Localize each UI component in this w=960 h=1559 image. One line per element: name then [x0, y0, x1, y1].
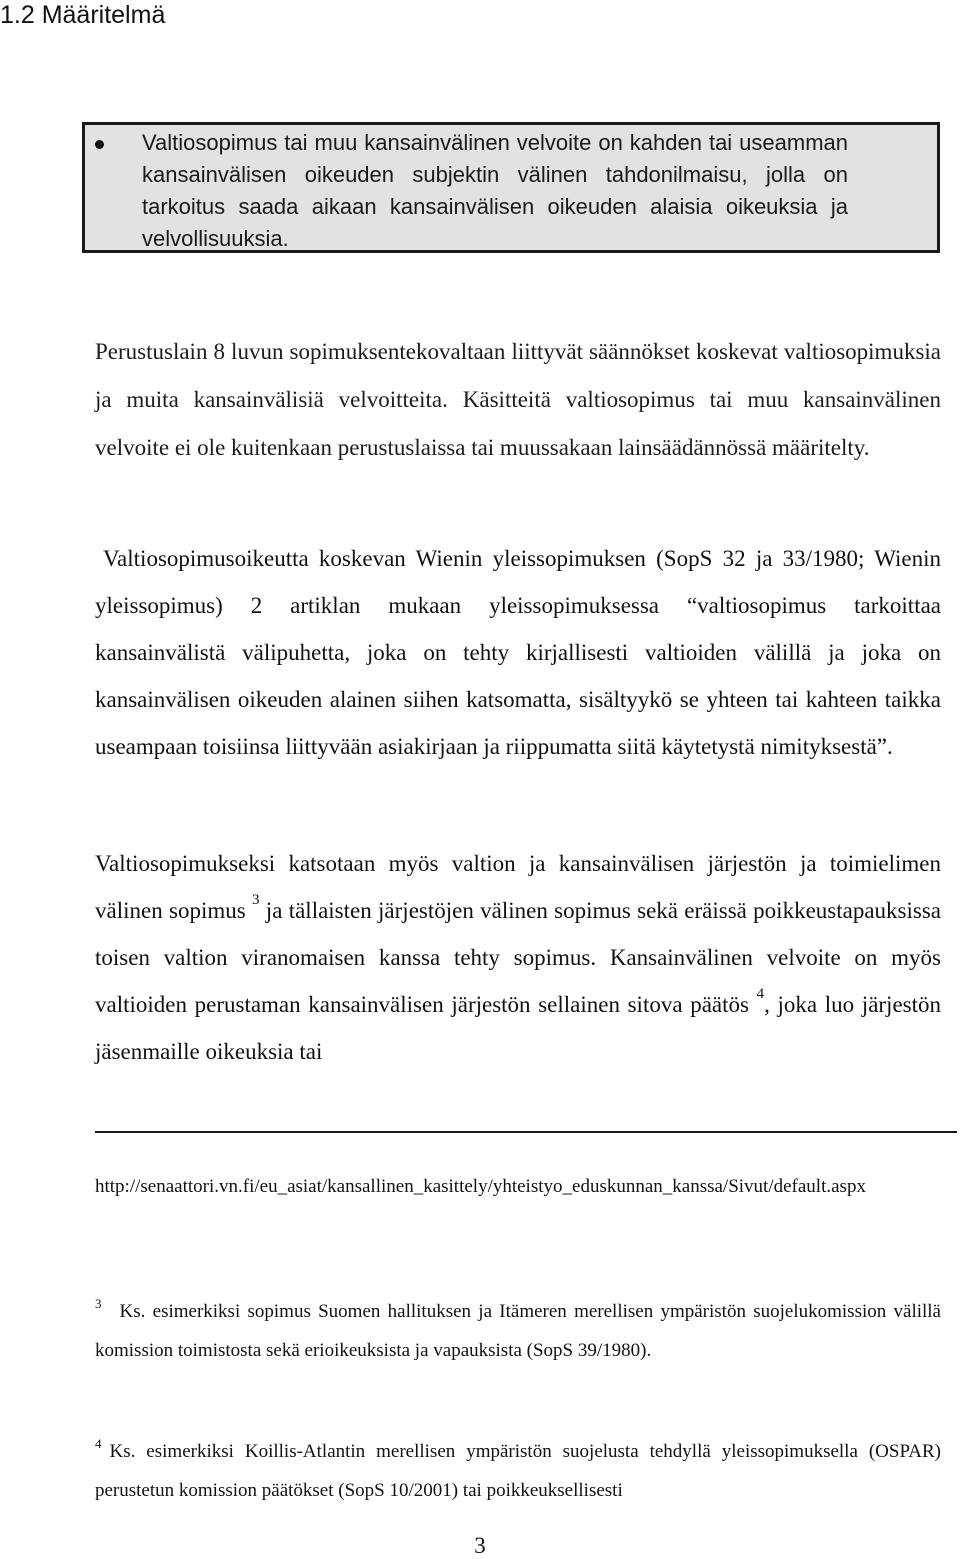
footnote-ref-3[interactable]: 3: [252, 892, 260, 908]
paragraph-vienna-text: Valtiosopimusoikeutta koskevan Wienin yleissopimuksen (SopS 32 ja 33/1980; Wienin yleissopimus) 2 artiklan mukaan yleissopimuksessa “valtiosopimus tarkoittaa kansainvälistä välipuhetta, joka on tehty kirjallisesti valtioiden välillä ja joka on kansainvälisen oikeuden alainen siihen katsomatta, sisältyykö se yhteen tai kahteen taikka useampaan toisiinsa liittyvään asiakirjaan ja riippumatta siitä käytetystä nimityksestä”.: [95, 546, 941, 759]
footnote-4-number: 4: [95, 1436, 102, 1451]
page-number: 3: [474, 1533, 486, 1558]
paragraph-treaty-scope-c: , joka luo järjestön jäsenmaille oikeuksia tai: [95, 992, 942, 1064]
footnote-3: [95, 1292, 941, 1370]
footnote-divider: [95, 1131, 957, 1133]
paragraph-constitution-part1: Perustuslain 8 luvun sopimuksentekovaltaan liittyvät säännökset koskevat valtiosopimuksia ja muita kansainvälisiä velvoitteita.: [95, 339, 941, 412]
footnote-ref-4[interactable]: 4: [756, 986, 765, 1002]
footnote-3-text: Ks. esimerkiksi sopimus Suomen hallituksen ja Itämeren merellisen ympäristön suojelukomission välillä komission toimistosta sekä erioikeuksista ja vapauksista (SopS 39/1980).: [95, 1301, 941, 1361]
paragraph-constitution: [95, 328, 941, 472]
footnote-4: [95, 1432, 941, 1510]
bullet-icon: [95, 140, 104, 149]
paragraph-treaty-scope-b: ja tällaisten järjestöjen välinen sopimus sekä eräissä poikkeustapauksissa toisen valtion viranomaisen kanssa tehty sopimus. Kansainvälinen velvoite on myös valtioiden perustaman kansainvälisen järjestön sellainen sitova päätös: [95, 898, 941, 1017]
footnote-3-number: 3: [95, 1296, 102, 1311]
paragraph-treaty-scope: [95, 840, 941, 1075]
section-heading: 1.2 Määritelmä: [0, 1, 166, 29]
paragraph-vienna-convention: [95, 535, 941, 770]
paragraph-constitution-part2: Käsitteitä valtiosopimus tai muu kansainvälinen velvoite ei ole kuitenkaan perustuslaissa tai muussakaan lainsäädännössä määritelty.: [95, 387, 941, 460]
footnote-url[interactable]: http://senaattori.vn.fi/eu_asiat/kansallinen_kasittely/yhteistyo_eduskunnan_kanssa/Sivut/default.aspx: [95, 1176, 866, 1197]
footnote-4-text: Ks. esimerkiksi Koillis-Atlantin merellisen ympäristön suojelusta tehdyllä yleissopimuksella (OSPAR) perustetun komission päätökset (SopS 10/2001) tai poikkeuksellisesti: [95, 1441, 941, 1501]
paragraph-treaty-scope-a: Valtiosopimukseksi katsotaan myös valtion ja kansainvälisen järjestön ja toimielimen välinen sopimus: [95, 851, 941, 923]
definition-text: Valtiosopimus tai muu kansainvälinen velvoite on kahden tai useamman kansainvälisen oikeuden subjektin välinen tahdonilmaisu, jolla on tarkoitus saada aikaan kansainvälisen oikeuden alaisia oikeuksia ja velvollisuuksia.: [142, 130, 848, 251]
